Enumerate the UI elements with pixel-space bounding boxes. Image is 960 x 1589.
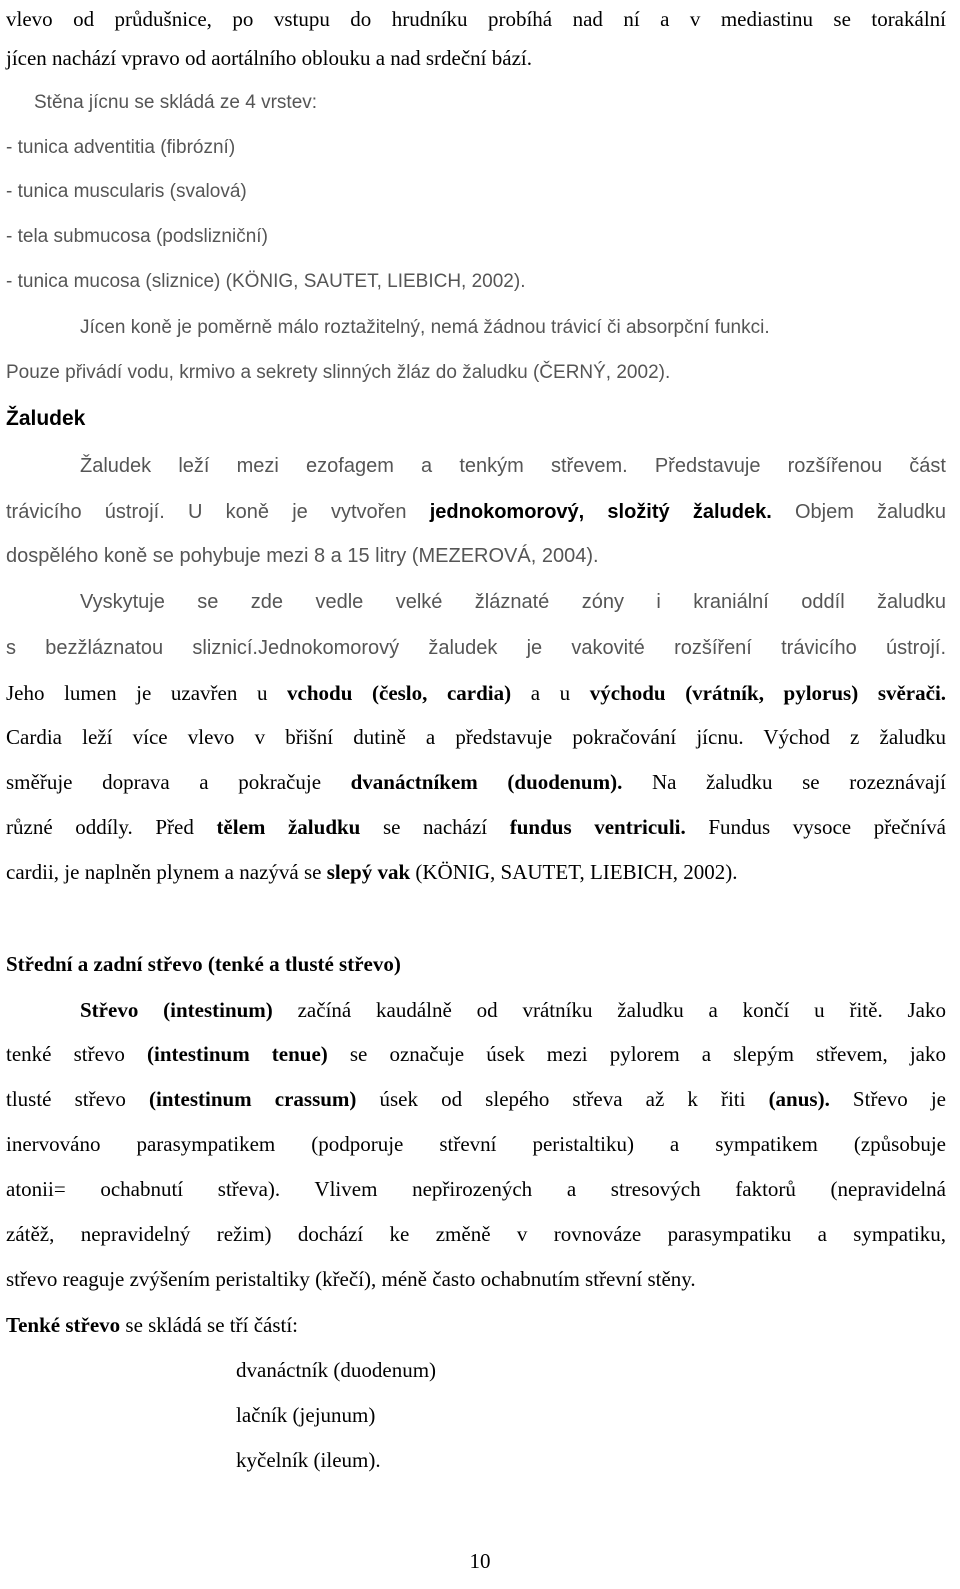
text-line: cardii, je naplněn plynem a nazývá se slepý vak (KÖNIG, SAUTET, LIEBICH, 2002). xyxy=(6,860,738,884)
text-line: Žaludek leží mezi ezofagem a tenkým střevem. Představuje rozšířenou část xyxy=(80,455,946,477)
text-line: Tenké střevo se skládá se tří částí: xyxy=(6,1313,299,1337)
text-line: Cardia leží více vlevo v břišní dutině a představuje pokračování jícnu. Východ z žaludku xyxy=(6,725,946,749)
text-line: vlevo od průdušnice, po vstupu do hrudníku probíhá nad ní a v mediastinu se torakální xyxy=(6,7,946,31)
text-line: střevo reaguje zvýšením peristaltiky (křečí), méně často ochabnutím střevní stěny. xyxy=(6,1267,696,1291)
text-line: atonii= ochabnutí střeva). Vlivem nepřirozených a stresových faktorů (nepravidelná xyxy=(6,1177,946,1201)
list-item: - tela submucosa (podslizniční) xyxy=(6,226,268,247)
section-heading: Žaludek xyxy=(6,407,86,430)
list-item: - tunica muscularis (svalová) xyxy=(6,181,247,202)
list-item: - tunica mucosa (sliznice) (KÖNIG, SAUTET, LIEBICH, 2002). xyxy=(6,271,526,292)
list-item: kyčelník (ileum). xyxy=(236,1448,381,1472)
list-item: dvanáctník (duodenum) xyxy=(236,1358,437,1382)
layers-intro: Stěna jícnu se skládá ze 4 vrstev: xyxy=(34,92,318,113)
text-line: různé oddíly. Před tělem žaludku se nachází fundus ventriculi. Fundus vysoce přečnívá xyxy=(6,815,946,839)
text-line: zátěž, nepravidelný režim) dochází ke změně v rovnováze parasympatiku a sympatiku, xyxy=(6,1222,946,1246)
list-item: - tunica adventitia (fibrózní) xyxy=(6,137,236,158)
page-number: 10 xyxy=(469,1549,491,1573)
section-heading: Střední a zadní střevo (tenké a tlusté střevo) xyxy=(6,952,401,976)
text-line: Jícen koně je poměrně málo roztažitelný, nemá žádnou trávicí či absorpční funkci. xyxy=(80,317,770,338)
text-line: jícen nachází vpravo od aortálního oblouku a nad srdeční bází. xyxy=(6,46,532,70)
text-line: Vyskytuje se zde vedle velké žláznaté zóny i kraniální oddíl žaludku xyxy=(80,591,946,613)
text-line: Střevo (intestinum) začíná kaudálně od vrátníku žaludku a končí u řitě. Jako xyxy=(80,998,946,1022)
text-line: dospělého koně se pohybuje mezi 8 a 15 litry (MEZEROVÁ, 2004). xyxy=(6,545,599,567)
text-line: Jeho lumen je uzavřen u vchodu (česlo, cardia) a u východu (vrátník, pylorus) svěrači. xyxy=(6,681,947,705)
text-line: tenké střevo (intestinum tenue) se označuje úsek mezi pylorem a slepým střevem, jako xyxy=(6,1042,946,1066)
text-line: tlusté střevo (intestinum crassum) úsek od slepého střeva až k řiti (anus). Střevo je xyxy=(6,1087,947,1111)
text-line: Pouze přivádí vodu, krmivo a sekrety slinných žláz do žaludku (ČERNÝ, 2002). xyxy=(6,362,671,383)
text-line: s bezžláznatou sliznicí.Jednokomorový žaludek je vakovité rozšíření trávicího ústrojí. xyxy=(6,637,946,659)
text-line: inervováno parasympatikem (podporuje střevní peristaltiku) a sympatikem (způsobuje xyxy=(6,1132,946,1156)
text-line: trávicího ústrojí. U koně je vytvořen jednokomorový, složitý žaludek. Objem žaludku xyxy=(6,501,946,523)
text-line: směřuje doprava a pokračuje dvanáctníkem (duodenum). Na žaludku se rozeznávají xyxy=(6,770,946,794)
list-item: lačník (jejunum) xyxy=(236,1403,376,1427)
